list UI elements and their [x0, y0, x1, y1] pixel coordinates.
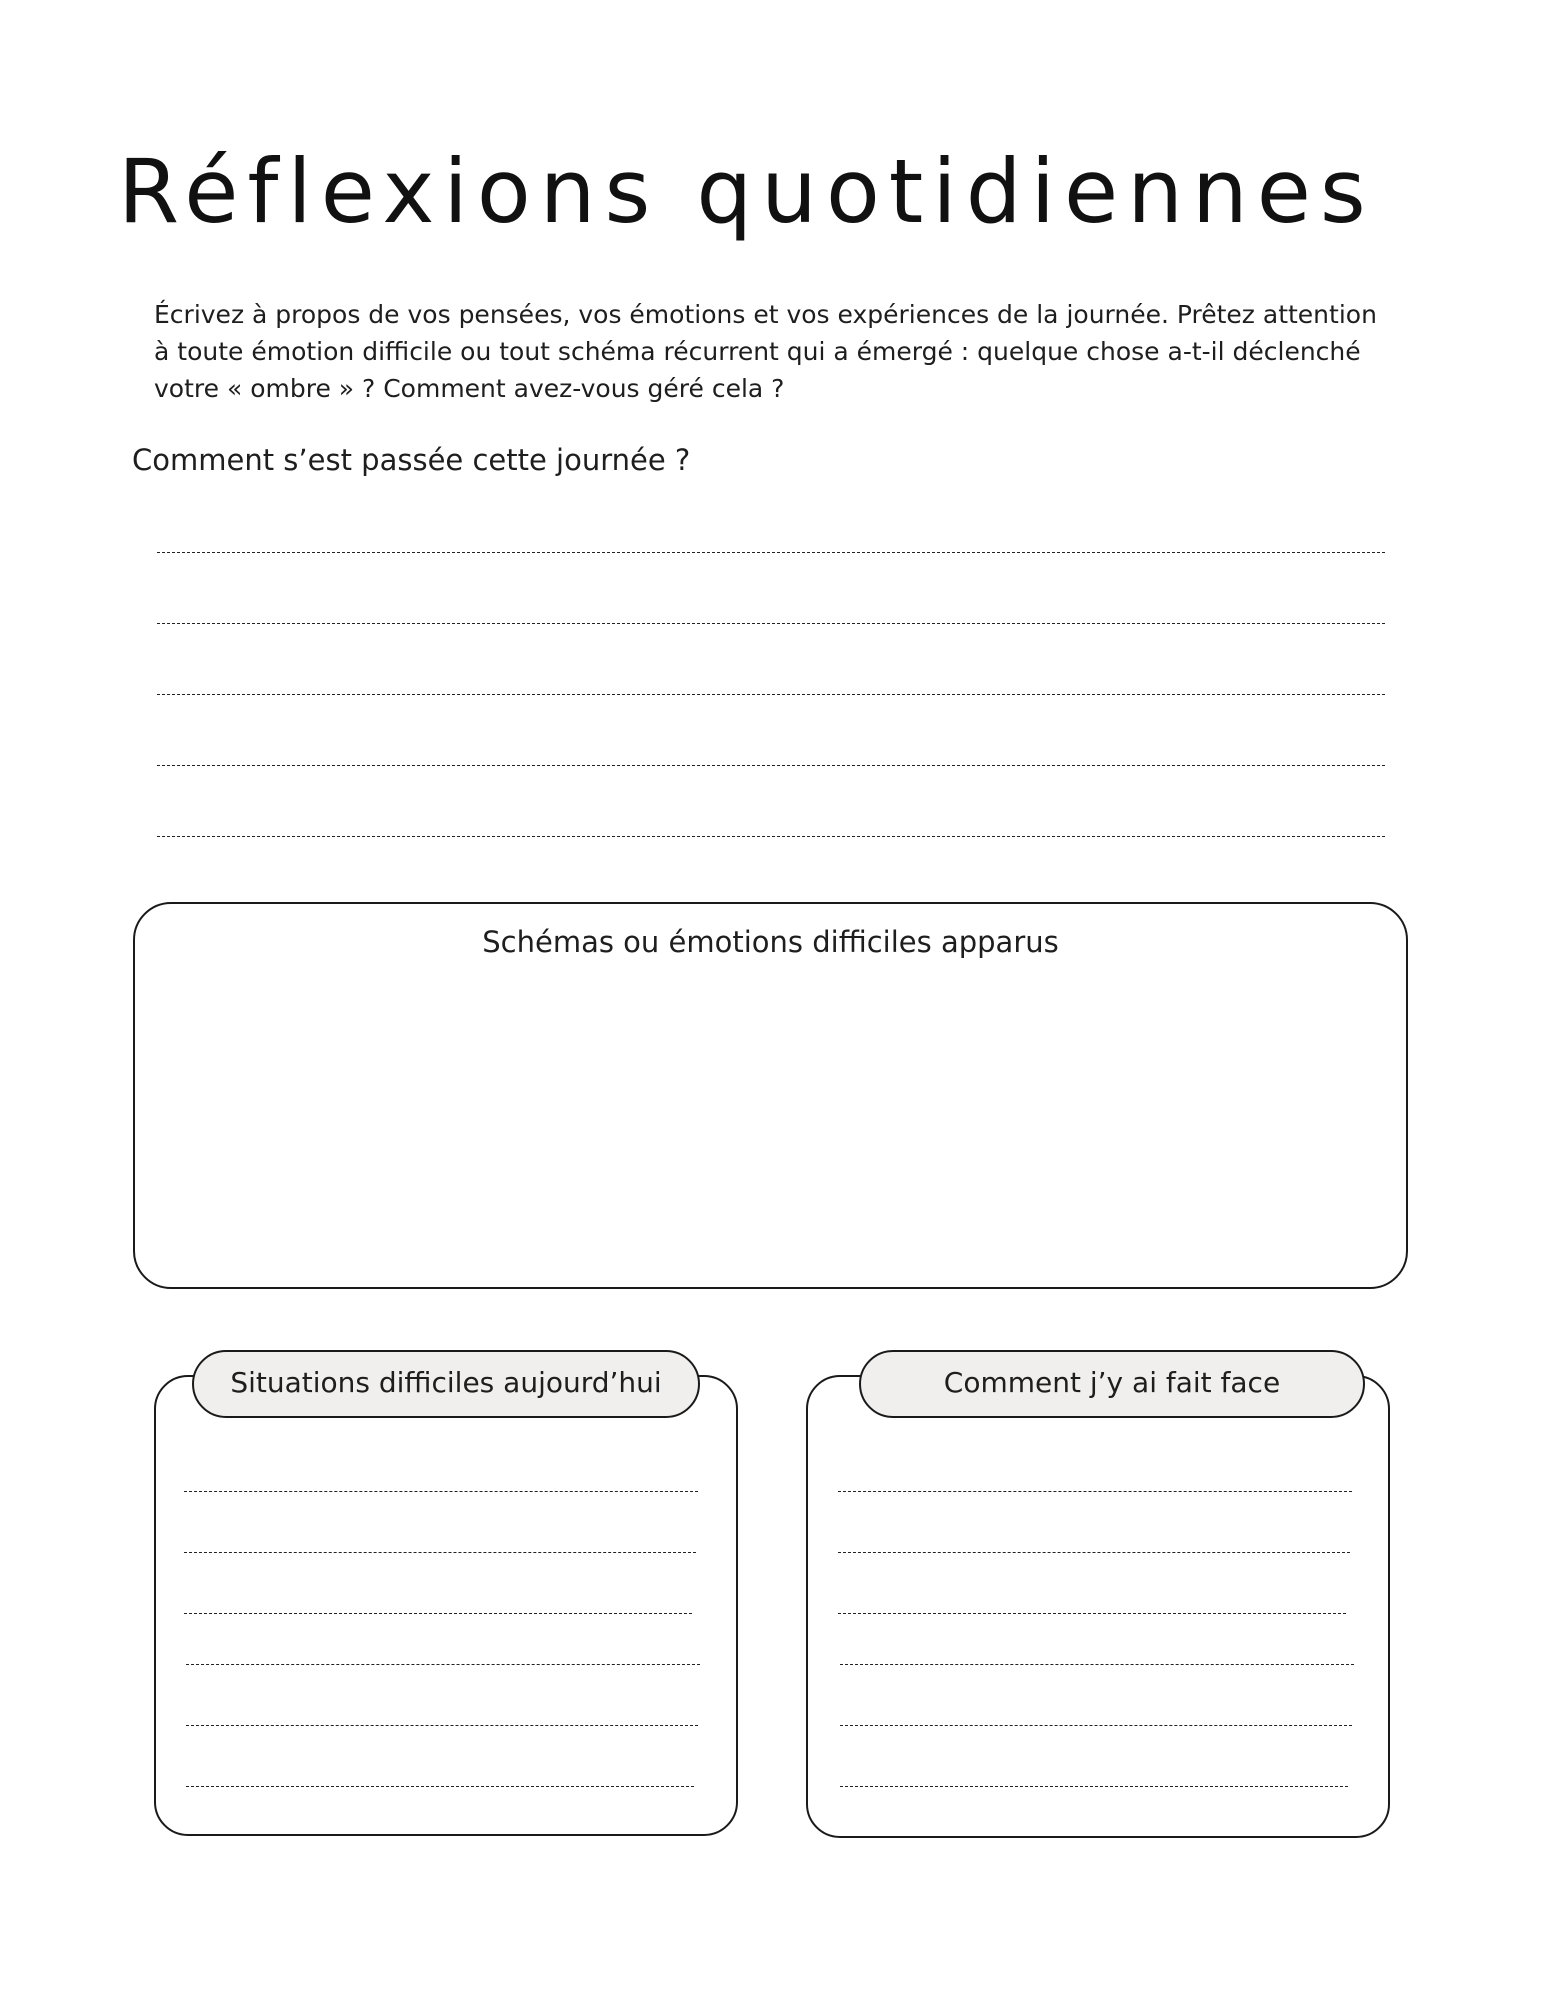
journal-line[interactable] — [157, 694, 1385, 695]
coping-line[interactable] — [838, 1613, 1346, 1614]
coping-line[interactable] — [838, 1491, 1352, 1492]
situations-line[interactable] — [186, 1725, 698, 1726]
situations-panel-title: Situations difficiles aujourd’hui — [192, 1350, 700, 1418]
situations-line[interactable] — [186, 1664, 700, 1665]
journal-line[interactable] — [157, 836, 1385, 837]
coping-panel-title: Comment j’y ai fait face — [859, 1350, 1365, 1418]
situations-line[interactable] — [184, 1613, 692, 1614]
page-title: Réflexions quotidiennes — [118, 140, 1375, 243]
situations-line[interactable] — [184, 1552, 696, 1553]
situations-panel — [154, 1375, 738, 1836]
coping-panel — [806, 1375, 1390, 1838]
situations-line[interactable] — [184, 1491, 698, 1492]
journal-line[interactable] — [157, 623, 1385, 624]
situations-line[interactable] — [186, 1786, 694, 1787]
coping-line[interactable] — [840, 1725, 1352, 1726]
intro-text: Écrivez à propos de vos pensées, vos émotions et vos expériences de la journée. Prêtez attention à toute émotion difficile ou tout schéma récurrent qui a émergé : quelque chose a-t-il déclenché votre « ombre » ? Comment avez-vous géré cela ? — [154, 300, 1377, 403]
patterns-box-title: Schémas ou émotions difficiles apparus — [482, 925, 1059, 959]
coping-line[interactable] — [840, 1786, 1348, 1787]
journal-line[interactable] — [157, 765, 1385, 766]
coping-line[interactable] — [840, 1664, 1354, 1665]
journal-line[interactable] — [157, 552, 1385, 553]
coping-line[interactable] — [838, 1552, 1350, 1553]
day-question: Comment s’est passée cette journée ? — [132, 443, 691, 477]
patterns-box[interactable] — [133, 902, 1408, 1289]
